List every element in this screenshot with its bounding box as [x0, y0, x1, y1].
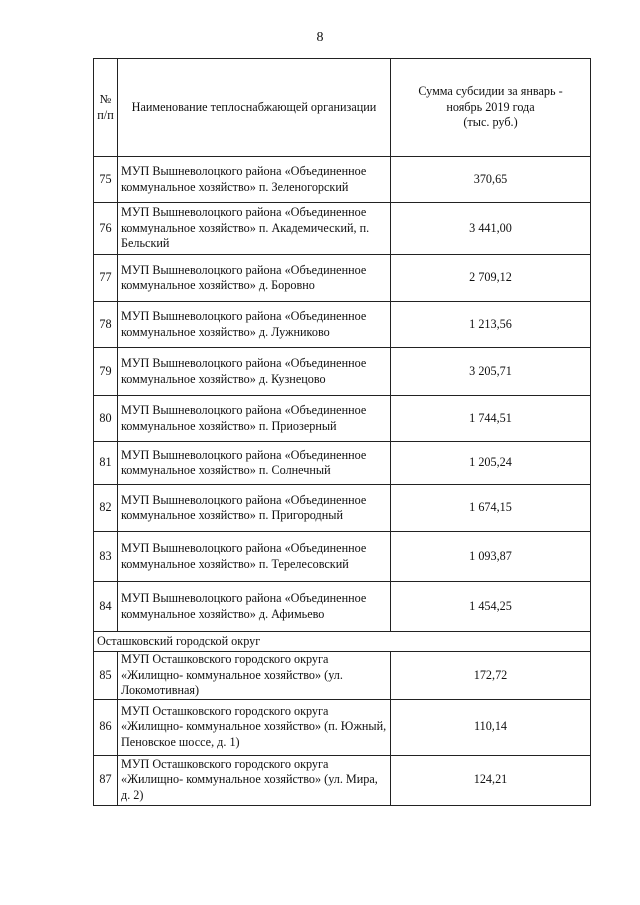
subsidy-amount: 1 213,56 — [391, 302, 591, 348]
subsidy-amount: 1 674,15 — [391, 485, 591, 532]
table-row — [94, 755, 591, 805]
subsidy-amount: 1 744,51 — [391, 396, 591, 442]
row-number: 81 — [94, 442, 118, 485]
subsidy-amount: 1 454,25 — [391, 582, 591, 632]
subsidy-amount: 3 205,71 — [391, 348, 591, 396]
organization-name: МУП Вышневолоцкого района «Объединенное коммунальное хозяйство» д. Лужниково — [118, 302, 391, 348]
section-label: Осташковский городской округ — [94, 632, 591, 652]
table-row — [94, 255, 591, 302]
organization-name: МУП Вышневолоцкого района «Объединенное коммунальное хозяйство» п. Академический, п. Бельский — [118, 203, 391, 255]
row-number: 75 — [94, 157, 118, 203]
organization-name: МУП Вышневолоцкого района «Объединенное коммунальное хозяйство» д. Афимьево — [118, 582, 391, 632]
table-row — [94, 157, 591, 203]
subsidy-amount: 1 205,24 — [391, 442, 591, 485]
organization-name: МУП Вышневолоцкого района «Объединенное коммунальное хозяйство» п. Пригородный — [118, 485, 391, 532]
organization-name: МУП Вышневолоцкого района «Объединенное коммунальное хозяйство» п. Приозерный — [118, 396, 391, 442]
subsidy-amount: 3 441,00 — [391, 203, 591, 255]
subsidy-table — [93, 58, 591, 806]
section-row — [94, 632, 591, 652]
page-number: 8 — [316, 30, 324, 45]
table-body — [94, 157, 591, 806]
table-header-row — [94, 59, 591, 157]
subsidy-amount: 370,65 — [391, 157, 591, 203]
header-num: № п/п — [94, 59, 118, 157]
organization-name: МУП Осташковского городского округа «Жилищно- коммунальное хозяйство» (ул. Локомотивная) — [118, 652, 391, 700]
subsidy-amount: 110,14 — [391, 699, 591, 755]
table-row — [94, 699, 591, 755]
table-row — [94, 302, 591, 348]
table-row — [94, 652, 591, 700]
row-number: 86 — [94, 699, 118, 755]
row-number: 78 — [94, 302, 118, 348]
organization-name: МУП Осташковского городского округа «Жилищно- коммунальное хозяйство» (ул. Мира, д. 2) — [118, 755, 391, 805]
row-number: 82 — [94, 485, 118, 532]
subsidy-amount: 124,21 — [391, 755, 591, 805]
table-row — [94, 348, 591, 396]
row-number: 77 — [94, 255, 118, 302]
organization-name: МУП Вышневолоцкого района «Объединенное коммунальное хозяйство» д. Боровно — [118, 255, 391, 302]
table-row — [94, 396, 591, 442]
row-number: 85 — [94, 652, 118, 700]
organization-name: МУП Вышневолоцкого района «Объединенное коммунальное хозяйство» п. Зеленогорский — [118, 157, 391, 203]
row-number: 83 — [94, 532, 118, 582]
row-number: 80 — [94, 396, 118, 442]
row-number: 87 — [94, 755, 118, 805]
table-row — [94, 582, 591, 632]
organization-name: МУП Вышневолоцкого района «Объединенное коммунальное хозяйство» п. Солнечный — [118, 442, 391, 485]
row-number: 79 — [94, 348, 118, 396]
table-row — [94, 485, 591, 532]
row-number: 84 — [94, 582, 118, 632]
table-row — [94, 203, 591, 255]
header-sum: Сумма субсидии за январь - ноябрь 2019 года (тыс. руб.) — [391, 59, 591, 157]
subsidy-amount: 172,72 — [391, 652, 591, 700]
subsidy-amount: 2 709,12 — [391, 255, 591, 302]
organization-name: МУП Вышневолоцкого района «Объединенное коммунальное хозяйство» д. Кузнецово — [118, 348, 391, 396]
row-number: 76 — [94, 203, 118, 255]
organization-name: МУП Осташковского городского округа «Жилищно- коммунальное хозяйство» (п. Южный, Пеновское шоссе, д. 1) — [118, 699, 391, 755]
subsidy-amount: 1 093,87 — [391, 532, 591, 582]
organization-name: МУП Вышневолоцкого района «Объединенное коммунальное хозяйство» п. Терелесовский — [118, 532, 391, 582]
table-row — [94, 532, 591, 582]
table-row — [94, 442, 591, 485]
header-name: Наименование теплоснабжающей организации — [118, 59, 391, 157]
